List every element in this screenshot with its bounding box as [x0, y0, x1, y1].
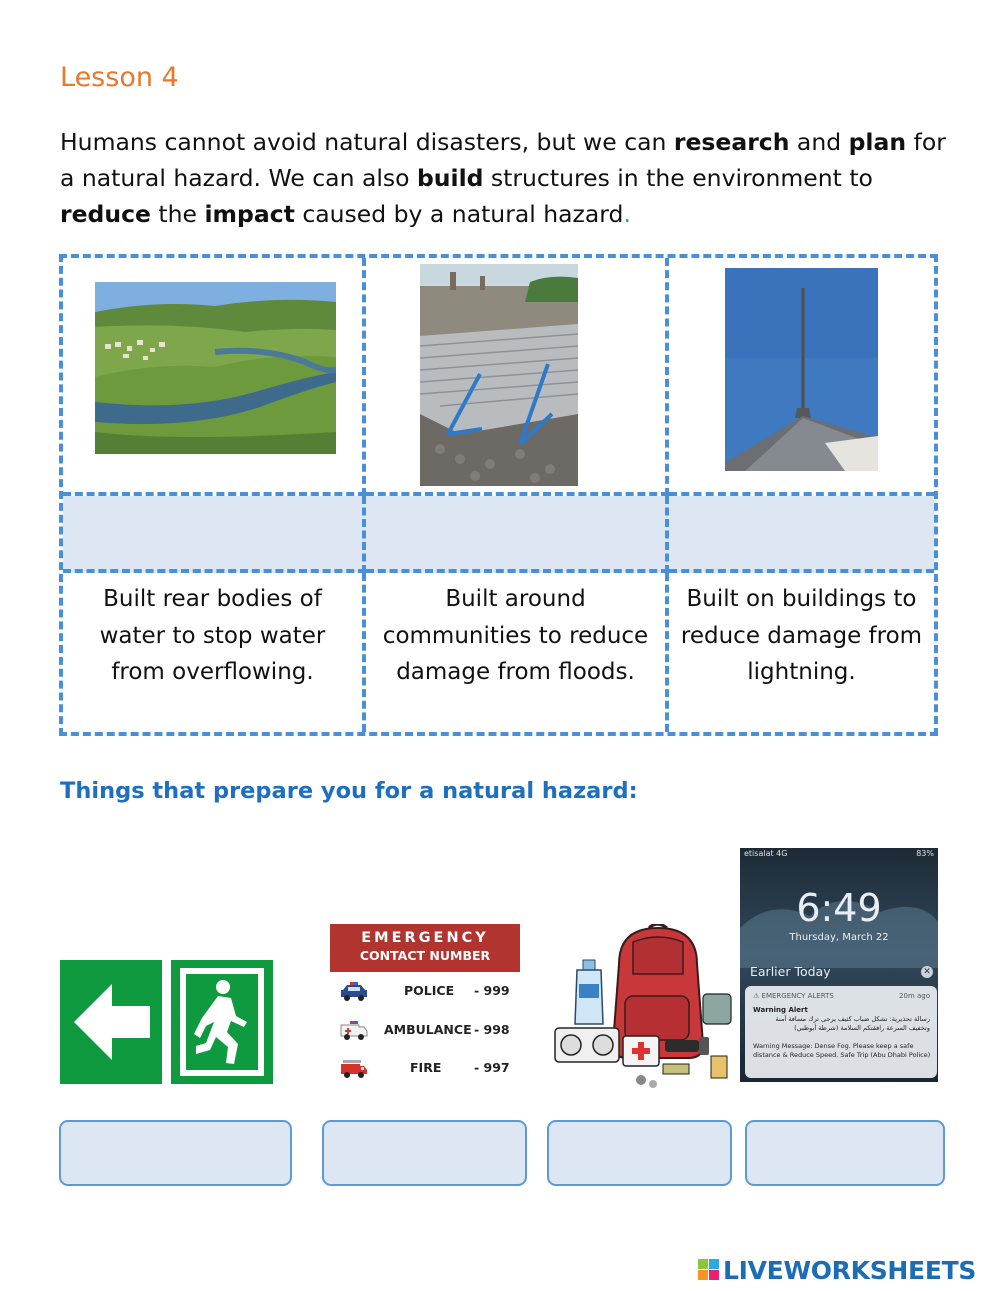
- ambulance-icon: [340, 1021, 368, 1041]
- intro-paragraph: [60, 124, 950, 232]
- intro-text: and: [789, 128, 849, 156]
- image-cell-lightning-rod: [669, 258, 934, 496]
- image-cell-flood-barrier: [366, 258, 669, 496]
- emergency-subtitle: CONTACT NUMBER: [359, 948, 491, 963]
- answer-box[interactable]: [322, 1120, 527, 1186]
- description-text: Built rear bodies of water to stop water from overflowing.: [99, 586, 326, 685]
- description-cell: [63, 573, 366, 732]
- liveworksheets-logo: [698, 1255, 996, 1285]
- answer-box[interactable]: [547, 1120, 732, 1186]
- water-bottle-icon: [575, 960, 603, 1024]
- emergency-banner: [330, 924, 520, 972]
- river-valley-image: [95, 282, 336, 454]
- contact-label: AMBULANCE: [384, 1022, 472, 1037]
- logo-blocks-icon: [698, 1259, 720, 1281]
- lock-screen-date: Thursday, March 22: [789, 932, 889, 943]
- emergency-title: EMERGENCY: [361, 930, 489, 946]
- intro-text: structures in the environment to: [483, 164, 873, 192]
- intro-text: for a natural hazard. We can also: [60, 128, 946, 192]
- alert-header-text: EMERGENCY ALERTS: [761, 992, 834, 1000]
- intro-text: caused by a natural hazard: [294, 200, 624, 228]
- alert-english-text: Warning Message: Dense Fog. Please keep a safe distance & Reduce Speed. Safe Trip (Abu Dhabi Police): [753, 1042, 931, 1059]
- earlier-today-label: Earlier Today: [750, 964, 831, 979]
- intro-text: Humans cannot avoid natural disasters, but we can: [60, 128, 674, 156]
- intro-keyword: impact: [204, 200, 295, 228]
- exit-sign-image: [60, 960, 273, 1084]
- description-text: Built on buildings to reduce damage from lightning.: [680, 586, 923, 685]
- emergency-contact-card: [330, 924, 520, 1094]
- contact-row-ambulance: [330, 1017, 520, 1045]
- contact-number: - 999: [474, 983, 510, 998]
- contact-row-fire: [330, 1055, 520, 1083]
- police-car-icon: [340, 982, 368, 1002]
- close-icon: ✕: [921, 966, 933, 978]
- intro-keyword: build: [416, 164, 484, 192]
- first-aid-kit-icon: [623, 1036, 659, 1066]
- alert-time-ago: 20m ago: [899, 992, 930, 1000]
- emergency-alert-notification: [745, 986, 937, 1078]
- alert-title: Warning Alert: [753, 1006, 808, 1014]
- contact-number: - 998: [474, 1022, 510, 1037]
- answer-cell[interactable]: [366, 496, 669, 573]
- lock-screen-time: 6:49: [796, 886, 882, 930]
- carrier-status: etisalat 4G: [744, 849, 788, 858]
- warning-icon: ⚠: [753, 992, 760, 1000]
- radio-icon: [555, 1028, 619, 1062]
- flood-barrier-image: [420, 264, 578, 486]
- description-cell: [669, 573, 934, 732]
- answer-cell[interactable]: [63, 496, 366, 573]
- answer-cell[interactable]: [669, 496, 934, 573]
- contact-label: POLICE: [404, 983, 455, 998]
- contact-label: FIRE: [410, 1060, 442, 1075]
- lightning-rod-image: [725, 268, 878, 471]
- lesson-title: Lesson 4: [60, 62, 179, 93]
- image-cell-river: [63, 258, 366, 496]
- phone-alert-screenshot: [740, 848, 938, 1082]
- answer-box[interactable]: [745, 1120, 945, 1186]
- alert-header: [753, 992, 834, 1000]
- prepare-heading: Things that prepare you for a natural hazard:: [60, 778, 638, 804]
- intro-period: .: [623, 200, 631, 228]
- battery-status: 83%: [916, 849, 934, 858]
- brand-name: LIVEWORKSHEETS: [723, 1256, 977, 1285]
- intro-keyword: research: [673, 128, 790, 156]
- fire-truck-icon: [340, 1059, 368, 1079]
- description-text: Built around communities to reduce damage from floods.: [382, 586, 649, 685]
- intro-keyword: reduce: [60, 200, 151, 228]
- survival-kit-image: [553, 924, 735, 1104]
- contact-number: - 997: [474, 1060, 510, 1075]
- description-cell: [366, 573, 669, 732]
- alert-arabic-text: رسالة تحذيرية: تشكل ضباب كثيف يرجى ترك مسافة آمنة وتخفيف السرعة رافقتكم السلامة (شرطة أبوظبي): [775, 1015, 930, 1032]
- contact-row-police: [330, 978, 520, 1006]
- intro-text: the: [150, 200, 205, 228]
- intro-keyword: plan: [848, 128, 907, 156]
- structures-table: [59, 254, 938, 736]
- answer-box[interactable]: [59, 1120, 292, 1186]
